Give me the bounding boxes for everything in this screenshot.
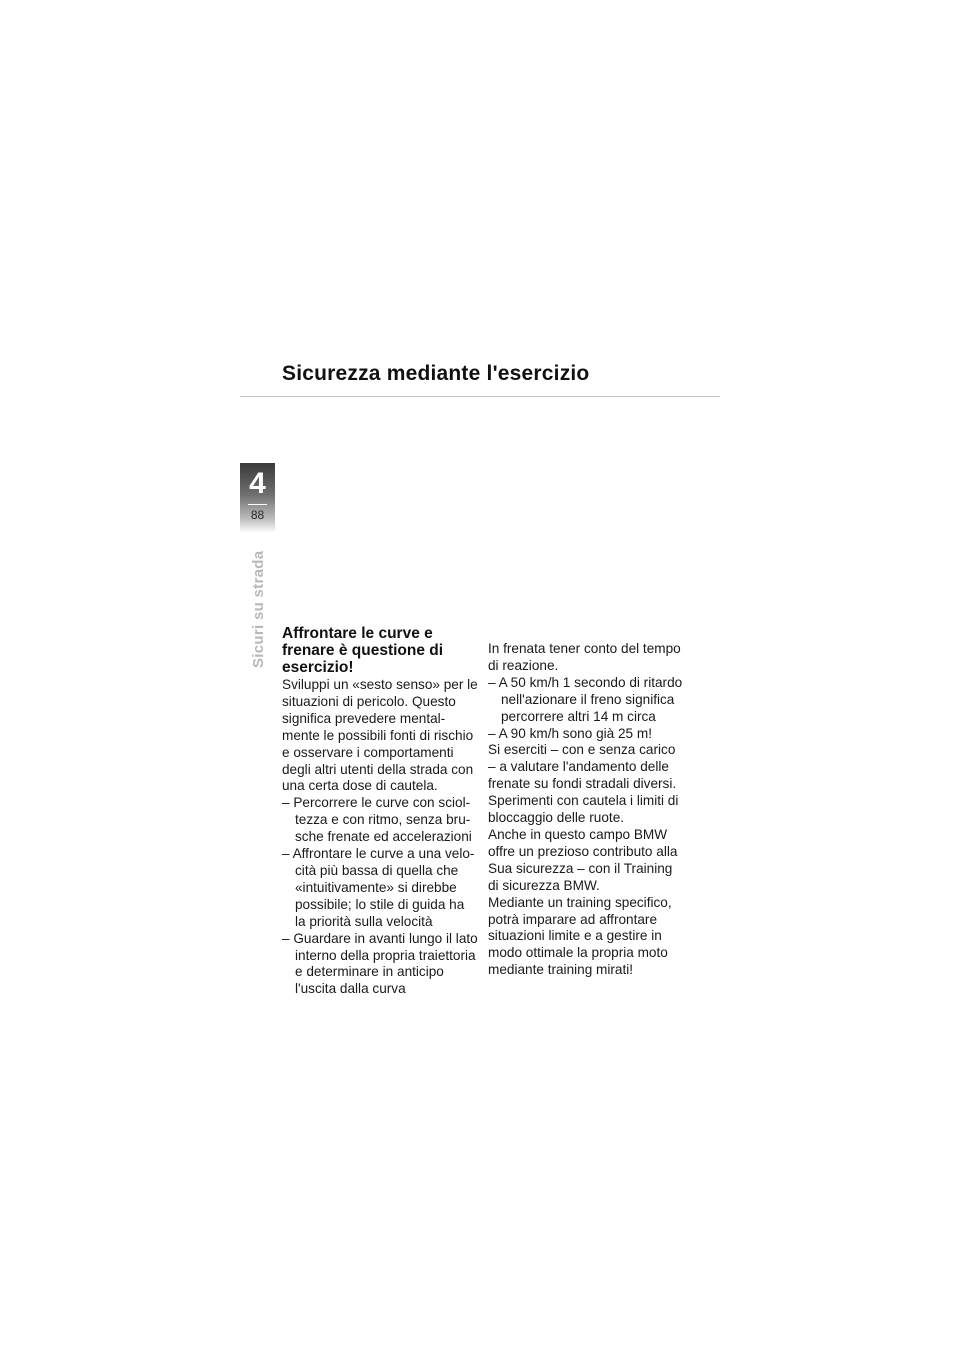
title-divider	[240, 396, 720, 397]
chapter-divider	[248, 504, 267, 505]
chapter-tab	[240, 463, 275, 533]
intro-paragraph: Sviluppi un «sesto senso» per le situazioni di pericolo. Questo significa prevedere mental-mente le possibili fonti di rischio e osservare i comportamenti degli altri utenti della strada con una certa dose di cautela.	[282, 677, 478, 794]
page-title: Sicurezza mediante l'esercizio	[282, 362, 590, 385]
section-heading: Affrontare le curve e frenare è questione di esercizio!	[282, 625, 444, 676]
intro-paragraph: In frenata tener conto del tempo di reazione.	[488, 641, 681, 673]
body-paragraph: Si eserciti – con e senza carico – a valutare l'andamento delle frenate su fondi stradali diversi.	[488, 742, 677, 792]
right-column	[488, 641, 684, 979]
chapter-number: 4	[249, 467, 266, 500]
body-paragraph: Mediante un training specifico, potrà imparare ad affrontare situazioni limite e a gestire in modo ottimale la propria moto mediante training mirati!	[488, 894, 672, 978]
page-number: 88	[250, 508, 265, 522]
list-item: – A 90 km/h sono già 25 m!	[488, 725, 652, 741]
left-column	[282, 625, 478, 998]
list-item: – Percorrere le curve con sciol-tezza e con ritmo, senza bru-sche frenate ed accelerazioni	[282, 795, 472, 845]
list-item: – A 50 km/h 1 secondo di ritardo nell'azionare il freno significa percorrere altri 14 m circa	[488, 674, 683, 724]
list-item: – Affrontare le curve a una velo-cità più bassa di quella che «intuitivamente» si direbbe possibile; lo stile di guida ha la priorità sulla velocità	[282, 846, 475, 929]
body-paragraph: Sperimenti con cautela i limiti di bloccaggio delle ruote.	[488, 793, 679, 826]
chapter-side-label: Sicuri su strada	[250, 550, 267, 668]
list-item: – Guardare in avanti lungo il lato interno della propria traiettoria e determinare in anticipo l'uscita dalla curva	[282, 930, 478, 997]
body-paragraph: Anche in questo campo BMW offre un prezioso contributo alla Sua sicurezza – con il Training di sicurezza BMW.	[488, 826, 678, 893]
